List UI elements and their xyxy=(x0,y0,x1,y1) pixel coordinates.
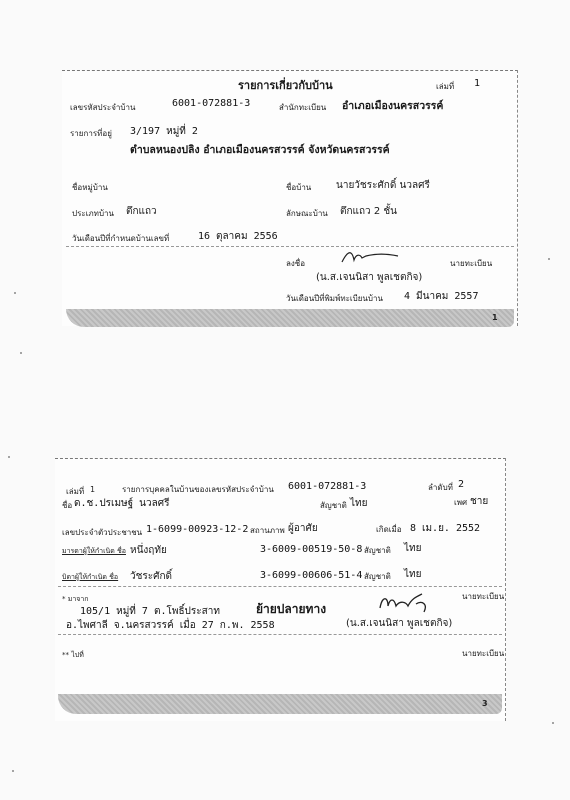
card1-book-no: 1 xyxy=(474,78,481,89)
moved-stamp: ย้ายปลายทาง xyxy=(256,602,327,616)
card2-page-no: 3 xyxy=(482,699,488,708)
nationality: ไทย xyxy=(350,498,368,509)
birth-date: 8 เม.ย. 2552 xyxy=(410,523,481,534)
scan-speck xyxy=(548,258,550,260)
house-type-label: ประเภทบ้าน xyxy=(72,209,114,218)
name-label: ชื่อ xyxy=(62,501,73,510)
birth-label: เกิดเมื่อ xyxy=(376,525,402,534)
sex: ชาย xyxy=(470,496,489,507)
seq-no: 2 xyxy=(458,479,465,490)
assign-date-label: วันเดือนปีที่กำหนดบ้านเลขที่ xyxy=(72,234,170,243)
assign-date: 16 ตุลาคม 2556 xyxy=(198,231,278,242)
card1-book-label: เล่มที่ xyxy=(436,82,455,91)
status: ผู้อาศัย xyxy=(288,523,318,534)
moved-from-line1: 105/1 หมู่ที่ 7 ต.โพธิ์ประสาท xyxy=(80,606,220,617)
house-name-label: ชื่อบ้าน xyxy=(286,183,312,192)
address-line1: 3/197 หมู่ที่ 2 xyxy=(130,126,198,137)
sign-label: ลงชื่อ xyxy=(286,259,306,268)
house-char: ตึกแถว 2 ชั้น xyxy=(340,206,398,217)
card2-book-no: 1 xyxy=(90,485,96,494)
house-name: นายวัชระศักดิ์ นวลศรี xyxy=(336,180,430,191)
card1-page-no: 1 xyxy=(492,313,498,322)
mother-label: มารดาผู้ให้กำเนิด ชื่อ xyxy=(62,547,126,555)
registrar-title: นายทะเบียน xyxy=(450,259,493,268)
father-name: วัชระศักดิ์ xyxy=(130,571,173,582)
registry-office-label: สำนักทะเบียน xyxy=(279,103,327,112)
house-char-label: ลักษณะบ้าน xyxy=(286,209,328,218)
registrar-name: (น.ส.เจนนิสา พูลเชตกิจ) xyxy=(316,272,423,283)
print-date-label: วันเดือนปีที่พิมพ์ทะเบียนบ้าน xyxy=(286,294,383,303)
card2-footer-band xyxy=(58,694,502,714)
scan-speck xyxy=(552,722,554,724)
mother-nat: ไทย xyxy=(404,543,422,554)
moved-from-line2: อ.ไพศาลี จ.นครสวรรค์ เมื่อ 27 ก.พ. 2558 xyxy=(66,620,275,631)
status-label: สถานภาพ xyxy=(250,526,285,535)
card1-footer-band xyxy=(66,309,514,327)
father-nat: ไทย xyxy=(404,569,422,580)
registrar-signature xyxy=(340,248,400,266)
moved-from-label: * มาจาก xyxy=(62,595,89,603)
village-label: ชื่อหมู่บ้าน xyxy=(72,183,108,192)
card2-divider-2 xyxy=(58,634,502,635)
father-id: 3-6099-00606-51-4 xyxy=(260,570,363,581)
card2-registrar-signature xyxy=(376,590,436,614)
card2-title: รายการบุคคลในบ้านของเลขรหัสประจำบ้าน xyxy=(122,485,274,494)
card1-divider xyxy=(66,246,514,247)
address-line2: ตำบลหนองปลิง อำเภอเมืองนครสวรรค์ จังหวัดนครสวรรค์ xyxy=(130,144,390,156)
card2-divider-1 xyxy=(58,586,502,587)
id-no: 1-6099-00923-12-2 xyxy=(146,524,249,535)
mother-nat-label: สัญชาติ xyxy=(364,546,391,555)
card2-house-id: 6001-072881-3 xyxy=(288,481,367,492)
nationality-label: สัญชาติ xyxy=(320,501,347,510)
house-id: 6001-072881-3 xyxy=(172,98,251,109)
scan-speck xyxy=(20,352,22,354)
id-label: เลขประจำตัวประชาชน xyxy=(62,528,143,537)
mother-id: 3-6009-00519-50-8 xyxy=(260,544,363,555)
father-label: บิดาผู้ให้กำเนิด ชื่อ xyxy=(62,573,119,581)
registry-office: อำเภอเมืองนครสวรรค์ xyxy=(342,100,444,112)
address-label: รายการที่อยู่ xyxy=(70,129,112,138)
mother-name: หนึ่งฤทัย xyxy=(130,545,167,556)
sex-label: เพศ xyxy=(454,498,468,507)
house-type: ตึกแถว xyxy=(126,206,157,217)
card2-registrar-title: นายทะเบียน xyxy=(462,592,505,601)
card1-title: รายการเกี่ยวกับบ้าน xyxy=(238,79,333,92)
moved-to-label: ** ไปที่ xyxy=(62,651,84,659)
father-nat-label: สัญชาติ xyxy=(364,572,391,581)
print-date: 4 มีนาคม 2557 xyxy=(404,291,479,302)
scan-speck xyxy=(8,456,10,458)
person-name: ด.ช.ปรเมษฐ์ นวลศรี xyxy=(74,498,170,509)
scan-speck xyxy=(12,770,14,772)
house-id-label: เลขรหัสประจำบ้าน xyxy=(70,103,136,112)
seq-label: ลำดับที่ xyxy=(428,483,453,492)
card2-book-label: เล่มที่ xyxy=(66,487,85,496)
card2-registrar-title-2: นายทะเบียน xyxy=(462,649,505,658)
card2-registrar-name: (น.ส.เจนนิสา พูลเชตกิจ) xyxy=(346,618,453,629)
scan-speck xyxy=(14,292,16,294)
